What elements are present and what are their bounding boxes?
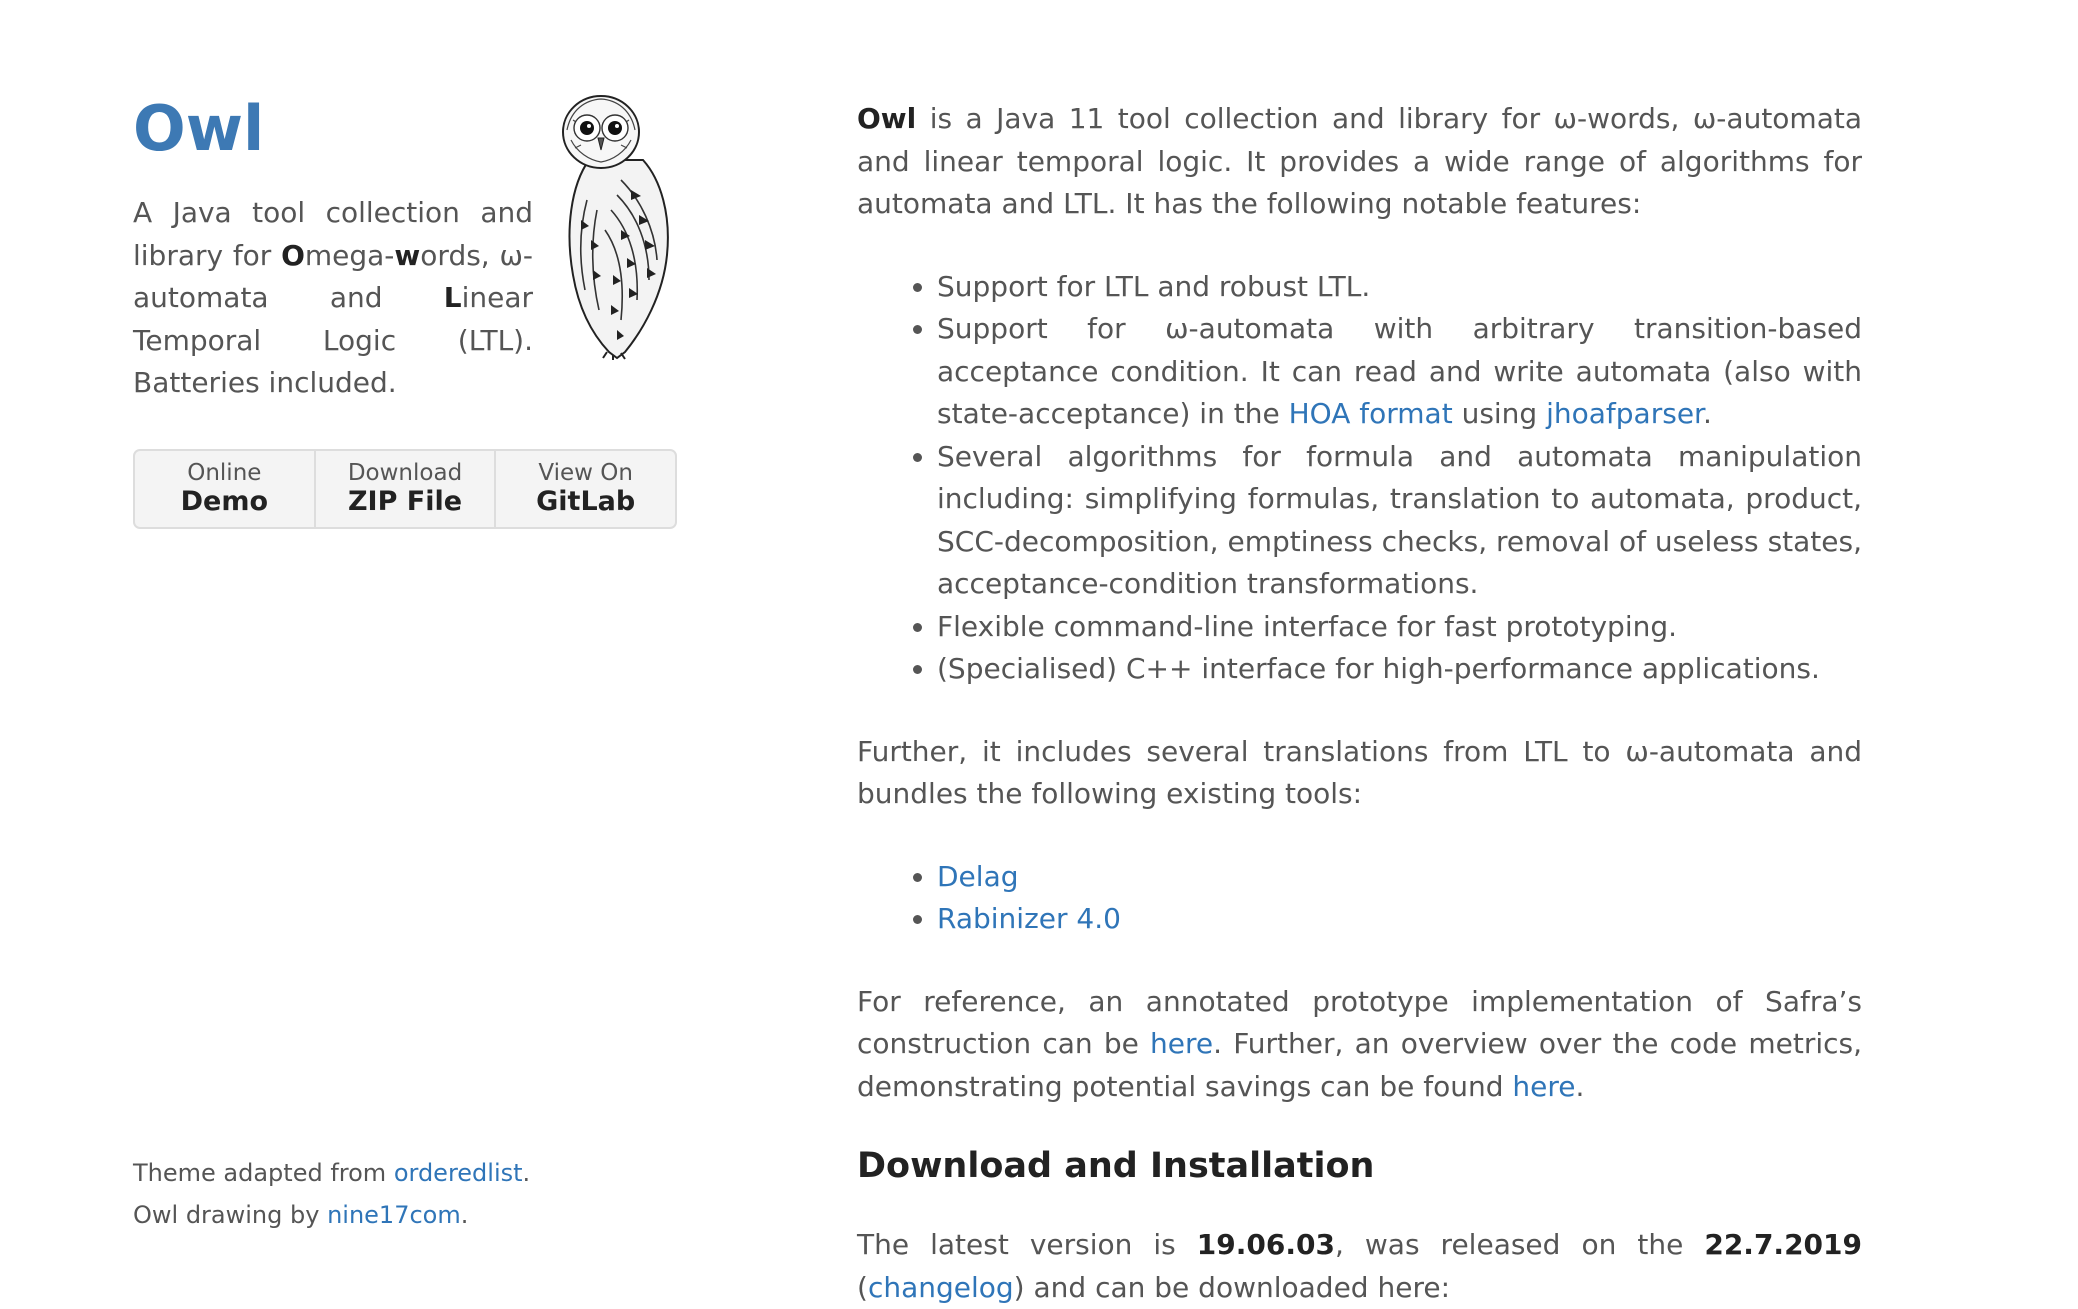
sidebar <box>133 90 683 517</box>
reference-paragraph: For reference, an annotated prototype implementation of Safra’s construction can be here. Further, an overview over the code metrics, demonstrating potential savings can be found here. <box>857 984 1862 1103</box>
button-subtitle: Download <box>347 460 463 486</box>
safra-construction-link[interactable]: here <box>1150 1027 1214 1060</box>
intro-paragraph: Owl is a Java 11 tool collection and library for ω-words, ω-automata and linear temporal logic. It provides a wide range of algorithms for automata and LTL. It has the following notable features: <box>857 102 1862 220</box>
rabinizer-link[interactable]: Rabinizer 4.0 <box>937 902 1121 935</box>
button-label: ZIP File <box>347 486 463 517</box>
theme-credit: Theme adapted from orderedlist. <box>133 1159 531 1187</box>
tools-list <box>857 856 1862 941</box>
code-metrics-link[interactable]: here <box>1512 1069 1576 1103</box>
release-date: 22.7.2019 <box>1704 1228 1862 1261</box>
list-item: • Several algorithms for formula and automata manipulation including: simplifying formulas, translation to automata, product, SCC-decomposition, emptiness checks, removal of useless states, acceptance-condition transformations. <box>937 436 1862 606</box>
delag-link[interactable]: Delag <box>937 859 1019 893</box>
owl-drawing-credit: Owl drawing by nine17com. <box>133 1201 469 1229</box>
further-paragraph: Further, it includes several translations from LTL to ω-automata and bundles the following existing tools: <box>857 734 1862 810</box>
list-item: • Support for ω-automata with arbitrary transition-based acceptance condition. It can read and write automata (also with state-acceptance) in the HOA format using jhoafparser. <box>937 308 1862 436</box>
download-zip-button[interactable] <box>316 451 497 527</box>
download-buttons <box>133 449 677 529</box>
button-subtitle: Online <box>187 460 262 486</box>
button-subtitle: View On <box>538 460 633 486</box>
features-list <box>857 266 1862 691</box>
main-content <box>857 98 1862 1309</box>
button-label: Demo <box>180 486 269 517</box>
orderedlist-link[interactable]: orderedlist <box>393 1159 523 1187</box>
list-item <box>937 856 1862 899</box>
owl-drawing-image <box>551 90 673 360</box>
view-on-gitlab-button[interactable] <box>496 451 675 527</box>
list-item: • (Specialised) C++ interface for high-performance applications. <box>937 648 1862 691</box>
list-item <box>937 898 1862 941</box>
hoa-format-link[interactable]: HOA format <box>1288 397 1453 430</box>
tagline: A Java tool collection and library for Omega-words, ω-automata and Linear Temporal Logic (LTL). Batteries included. <box>133 196 533 399</box>
list-item: • Flexible command-line interface for fast prototyping. <box>937 606 1862 649</box>
changelog-link[interactable]: changelog <box>867 1270 1014 1304</box>
jhoafparser-link[interactable]: jhoafparser <box>1546 397 1703 430</box>
site-title[interactable]: Owl <box>133 92 265 165</box>
online-demo-button[interactable] <box>135 451 316 527</box>
list-item: • Support for LTL and robust LTL. <box>937 266 1862 309</box>
download-installation-heading: Download and Installation <box>857 1146 1375 1186</box>
version-number: 19.06.03 <box>1196 1228 1335 1261</box>
credits <box>133 1152 530 1236</box>
nine17com-link[interactable]: nine17com <box>327 1201 461 1229</box>
latest-version-paragraph: The latest version is 19.06.03, was released on the 22.7.2019 (changelog) and can be downloaded here: <box>857 1228 1862 1304</box>
button-label: GitLab <box>536 486 636 517</box>
